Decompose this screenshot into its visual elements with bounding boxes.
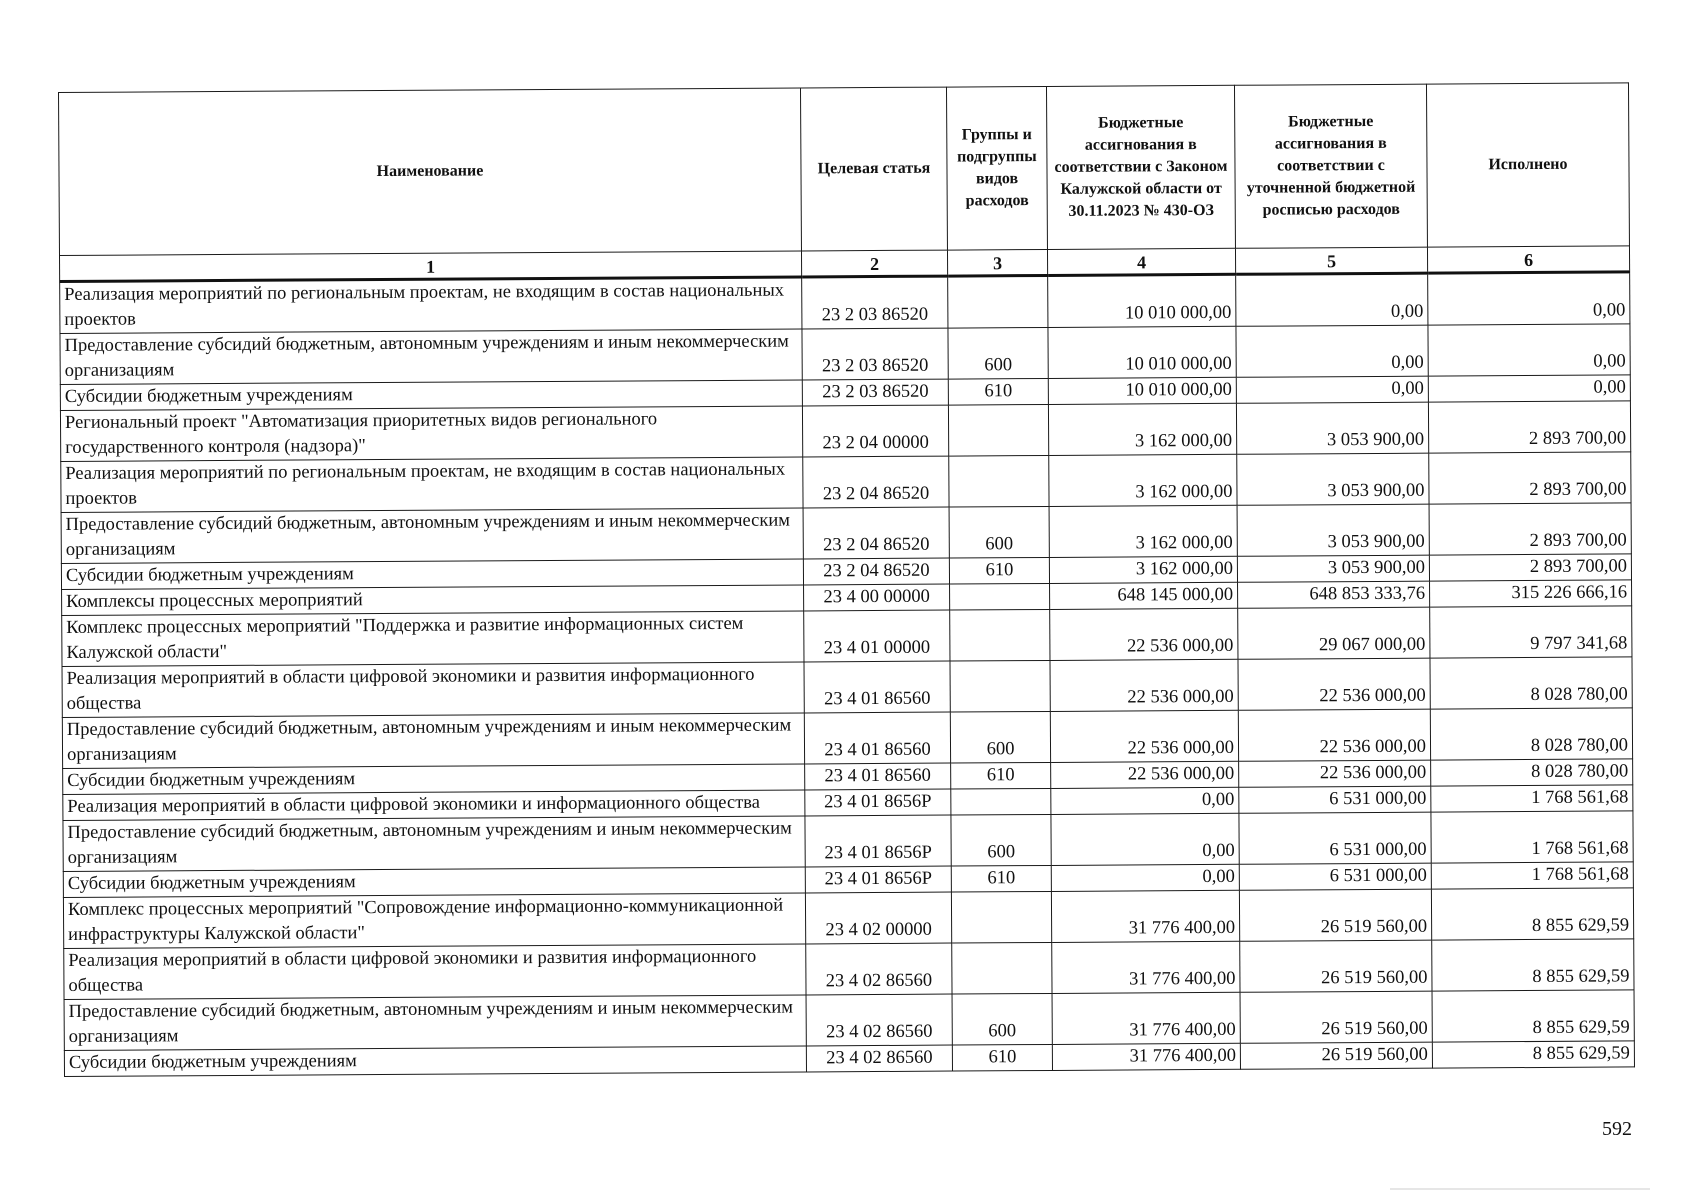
table-row xyxy=(64,939,1634,1000)
row-executed: 0,00 xyxy=(1428,375,1630,402)
row-executed: 8 028 780,00 xyxy=(1430,708,1632,760)
row-name: Реализация мероприятий в области цифровой экономики и информационного общества xyxy=(63,790,805,821)
row-expense-group xyxy=(950,583,1050,610)
table-row xyxy=(60,272,1630,334)
row-law-allocation: 31 776 400,00 xyxy=(1052,992,1240,1044)
row-executed: 8 028 780,00 xyxy=(1430,657,1632,709)
row-target-article: 23 4 00 00000 xyxy=(804,584,950,611)
row-executed: 2 893 700,00 xyxy=(1429,554,1631,581)
row-name: Комплекс процессных мероприятий "Поддержка и развитие информационных систем Калужской области" xyxy=(62,611,804,667)
row-law-allocation: 3 162 000,00 xyxy=(1049,454,1237,506)
table-row xyxy=(62,657,1632,718)
row-target-article: 23 2 04 86520 xyxy=(803,456,949,508)
header-target-article: Целевая статья xyxy=(800,87,947,251)
row-executed: 8 855 629,59 xyxy=(1432,1041,1634,1068)
row-refined-allocation: 26 519 560,00 xyxy=(1240,991,1432,1043)
column-number: 2 xyxy=(801,250,947,277)
scan-artifact xyxy=(1390,1188,1650,1190)
row-executed: 9 797 341,68 xyxy=(1430,606,1632,658)
row-executed: 2 893 700,00 xyxy=(1429,503,1631,555)
row-target-article: 23 2 04 00000 xyxy=(802,405,948,457)
row-refined-allocation: 3 053 900,00 xyxy=(1236,402,1428,454)
row-expense-group xyxy=(948,404,1048,456)
row-executed: 8 855 629,59 xyxy=(1431,888,1633,940)
row-name: Предоставление субсидий бюджетным, автономным учреждениям и иным некоммерческим организациям xyxy=(60,329,802,385)
row-law-allocation: 10 010 000,00 xyxy=(1048,274,1236,327)
row-executed: 8 028 780,00 xyxy=(1431,759,1633,786)
row-target-article: 23 4 02 00000 xyxy=(805,892,951,944)
row-refined-allocation: 22 536 000,00 xyxy=(1239,760,1431,787)
row-name: Комплексы процессных мероприятий xyxy=(62,585,804,616)
row-expense-group: 600 xyxy=(949,506,1049,558)
header-expense-groups: Группы и подгруппы видов расходов xyxy=(946,86,1047,250)
row-refined-allocation: 3 053 900,00 xyxy=(1237,453,1429,505)
row-name: Реализация мероприятий по региональным проектам, не входящим в состав национальных проектов xyxy=(60,277,802,334)
row-name: Реализация мероприятий в области цифровой экономики и развития информационного общества xyxy=(62,662,804,718)
row-name: Предоставление субсидий бюджетным, автономным учреждениям и иным некоммерческим организациям xyxy=(61,508,803,564)
row-target-article: 23 4 01 8656Р xyxy=(805,866,951,893)
row-expense-group: 600 xyxy=(951,814,1051,866)
row-target-article: 23 4 02 86560 xyxy=(806,994,952,1046)
row-refined-allocation: 648 853 333,76 xyxy=(1238,581,1430,608)
table-row xyxy=(60,401,1630,462)
row-law-allocation: 31 776 400,00 xyxy=(1052,1043,1240,1070)
row-refined-allocation: 22 536 000,00 xyxy=(1238,658,1430,710)
row-name: Реализация мероприятий по региональным проектам, не входящим в состав национальных проектов xyxy=(61,457,803,513)
row-law-allocation: 0,00 xyxy=(1051,813,1239,865)
row-expense-group xyxy=(952,942,1052,994)
row-law-allocation: 3 162 000,00 xyxy=(1049,505,1237,557)
row-executed: 8 855 629,59 xyxy=(1432,990,1634,1042)
row-name: Предоставление субсидий бюджетным, автономным учреждениям и иным некоммерческим организациям xyxy=(64,995,806,1051)
row-refined-allocation: 0,00 xyxy=(1236,273,1428,326)
row-law-allocation: 31 776 400,00 xyxy=(1051,890,1239,942)
row-refined-allocation: 26 519 560,00 xyxy=(1240,940,1432,992)
page-number: 592 xyxy=(1602,1118,1632,1140)
table-row xyxy=(62,606,1632,667)
column-number: 5 xyxy=(1235,247,1427,274)
row-refined-allocation: 22 536 000,00 xyxy=(1238,709,1430,761)
row-expense-group: 610 xyxy=(952,1044,1052,1071)
row-name: Субсидии бюджетным учреждениям xyxy=(60,380,802,411)
row-executed: 2 893 700,00 xyxy=(1428,401,1630,453)
row-executed: 1 768 561,68 xyxy=(1431,785,1633,812)
row-law-allocation: 22 536 000,00 xyxy=(1050,710,1238,762)
row-target-article: 23 2 03 86520 xyxy=(802,379,948,406)
table-row xyxy=(61,503,1631,564)
row-executed: 0,00 xyxy=(1428,324,1630,376)
row-expense-group xyxy=(951,891,1051,943)
table-row xyxy=(62,708,1632,769)
row-expense-group: 610 xyxy=(951,865,1051,892)
row-expense-group xyxy=(951,788,1051,815)
row-law-allocation: 22 536 000,00 xyxy=(1050,659,1238,711)
row-refined-allocation: 6 531 000,00 xyxy=(1239,863,1431,890)
row-expense-group: 600 xyxy=(950,711,1050,763)
table-row xyxy=(60,324,1630,385)
row-name: Субсидии бюджетным учреждениям xyxy=(64,1046,806,1077)
row-name: Региональный проект "Автоматизация приоритетных видов регионального государственного контроля (надзора)" xyxy=(60,406,802,462)
row-expense-group xyxy=(950,660,1050,712)
row-target-article: 23 4 01 86560 xyxy=(804,712,950,764)
row-name: Комплекс процессных мероприятий "Сопровождение информационно-коммуникационной инфраструктуры Калужской области" xyxy=(63,893,805,949)
row-law-allocation: 0,00 xyxy=(1051,864,1239,891)
row-refined-allocation: 0,00 xyxy=(1236,325,1428,377)
row-name: Реализация мероприятий в области цифровой экономики и развития информационного общества xyxy=(64,944,806,1000)
row-target-article: 23 4 01 8656Р xyxy=(805,815,951,867)
row-target-article: 23 2 03 86520 xyxy=(802,328,948,380)
row-target-article: 23 4 02 86560 xyxy=(806,1045,952,1072)
row-expense-group xyxy=(948,275,1048,328)
table-row xyxy=(63,888,1633,949)
row-expense-group: 610 xyxy=(951,762,1051,789)
row-name: Предоставление субсидий бюджетным, автономным учреждениям и иным некоммерческим организациям xyxy=(62,713,804,769)
row-refined-allocation: 29 067 000,00 xyxy=(1238,607,1430,659)
row-law-allocation: 648 145 000,00 xyxy=(1050,582,1238,609)
row-target-article: 23 2 04 86520 xyxy=(803,558,949,585)
row-expense-group: 600 xyxy=(948,327,1048,379)
row-refined-allocation: 26 519 560,00 xyxy=(1240,1042,1432,1069)
row-target-article: 23 4 01 86560 xyxy=(805,763,951,790)
row-executed: 8 855 629,59 xyxy=(1432,939,1634,991)
row-refined-allocation: 6 531 000,00 xyxy=(1239,786,1431,813)
row-law-allocation: 10 010 000,00 xyxy=(1048,377,1236,404)
row-law-allocation: 22 536 000,00 xyxy=(1051,761,1239,788)
row-target-article: 23 4 02 86560 xyxy=(806,943,952,995)
row-refined-allocation: 3 053 900,00 xyxy=(1237,504,1429,556)
row-law-allocation: 3 162 000,00 xyxy=(1049,556,1237,583)
document-page xyxy=(58,82,1634,1077)
header-law-allocations: Бюджетные ассигнования в соответствии с Законом Калужской области от 30.11.2023 № 430-ОЗ xyxy=(1046,85,1235,249)
row-executed: 2 893 700,00 xyxy=(1429,452,1631,504)
row-refined-allocation: 0,00 xyxy=(1236,376,1428,403)
row-expense-group: 600 xyxy=(952,993,1052,1045)
row-target-article: 23 4 01 8656Р xyxy=(805,789,951,816)
row-target-article: 23 2 04 86520 xyxy=(803,507,949,559)
column-number: 3 xyxy=(947,249,1047,276)
row-expense-group: 610 xyxy=(948,378,1048,405)
header-refined-allocations: Бюджетные ассигнования в соответствии с уточненной бюджетной росписью расходов xyxy=(1234,84,1427,248)
row-target-article: 23 4 01 00000 xyxy=(804,610,950,662)
row-law-allocation: 31 776 400,00 xyxy=(1052,941,1240,993)
row-expense-group xyxy=(949,455,1049,507)
row-name: Субсидии бюджетным учреждениям xyxy=(61,559,803,590)
row-refined-allocation: 6 531 000,00 xyxy=(1239,812,1431,864)
row-law-allocation: 10 010 000,00 xyxy=(1048,326,1236,378)
row-target-article: 23 4 01 86560 xyxy=(804,661,950,713)
row-expense-group xyxy=(950,609,1050,661)
row-executed: 0,00 xyxy=(1428,272,1630,325)
row-target-article: 23 2 03 86520 xyxy=(802,276,948,329)
row-law-allocation: 3 162 000,00 xyxy=(1048,403,1236,455)
row-name: Субсидии бюджетным учреждениям xyxy=(63,764,805,795)
row-law-allocation: 22 536 000,00 xyxy=(1050,608,1238,660)
column-number: 4 xyxy=(1047,248,1235,275)
row-executed: 315 226 666,16 xyxy=(1430,580,1632,607)
row-name: Предоставление субсидий бюджетным, автономным учреждениям и иным некоммерческим организациям xyxy=(63,816,805,872)
header-executed: Исполнено xyxy=(1426,83,1629,247)
row-executed: 1 768 561,68 xyxy=(1431,811,1633,863)
row-refined-allocation: 26 519 560,00 xyxy=(1239,889,1431,941)
row-executed: 1 768 561,68 xyxy=(1431,862,1633,889)
table-row xyxy=(64,990,1634,1051)
table-row xyxy=(63,811,1633,872)
row-law-allocation: 0,00 xyxy=(1051,787,1239,814)
budget-execution-table xyxy=(58,82,1635,1077)
table-row xyxy=(61,452,1631,513)
header-name: Наименование xyxy=(59,88,802,256)
row-expense-group: 610 xyxy=(949,557,1049,584)
column-number: 6 xyxy=(1427,246,1629,273)
column-number: 1 xyxy=(59,251,801,282)
row-name: Субсидии бюджетным учреждениям xyxy=(63,867,805,898)
header-row xyxy=(59,83,1630,256)
row-refined-allocation: 3 053 900,00 xyxy=(1237,555,1429,582)
